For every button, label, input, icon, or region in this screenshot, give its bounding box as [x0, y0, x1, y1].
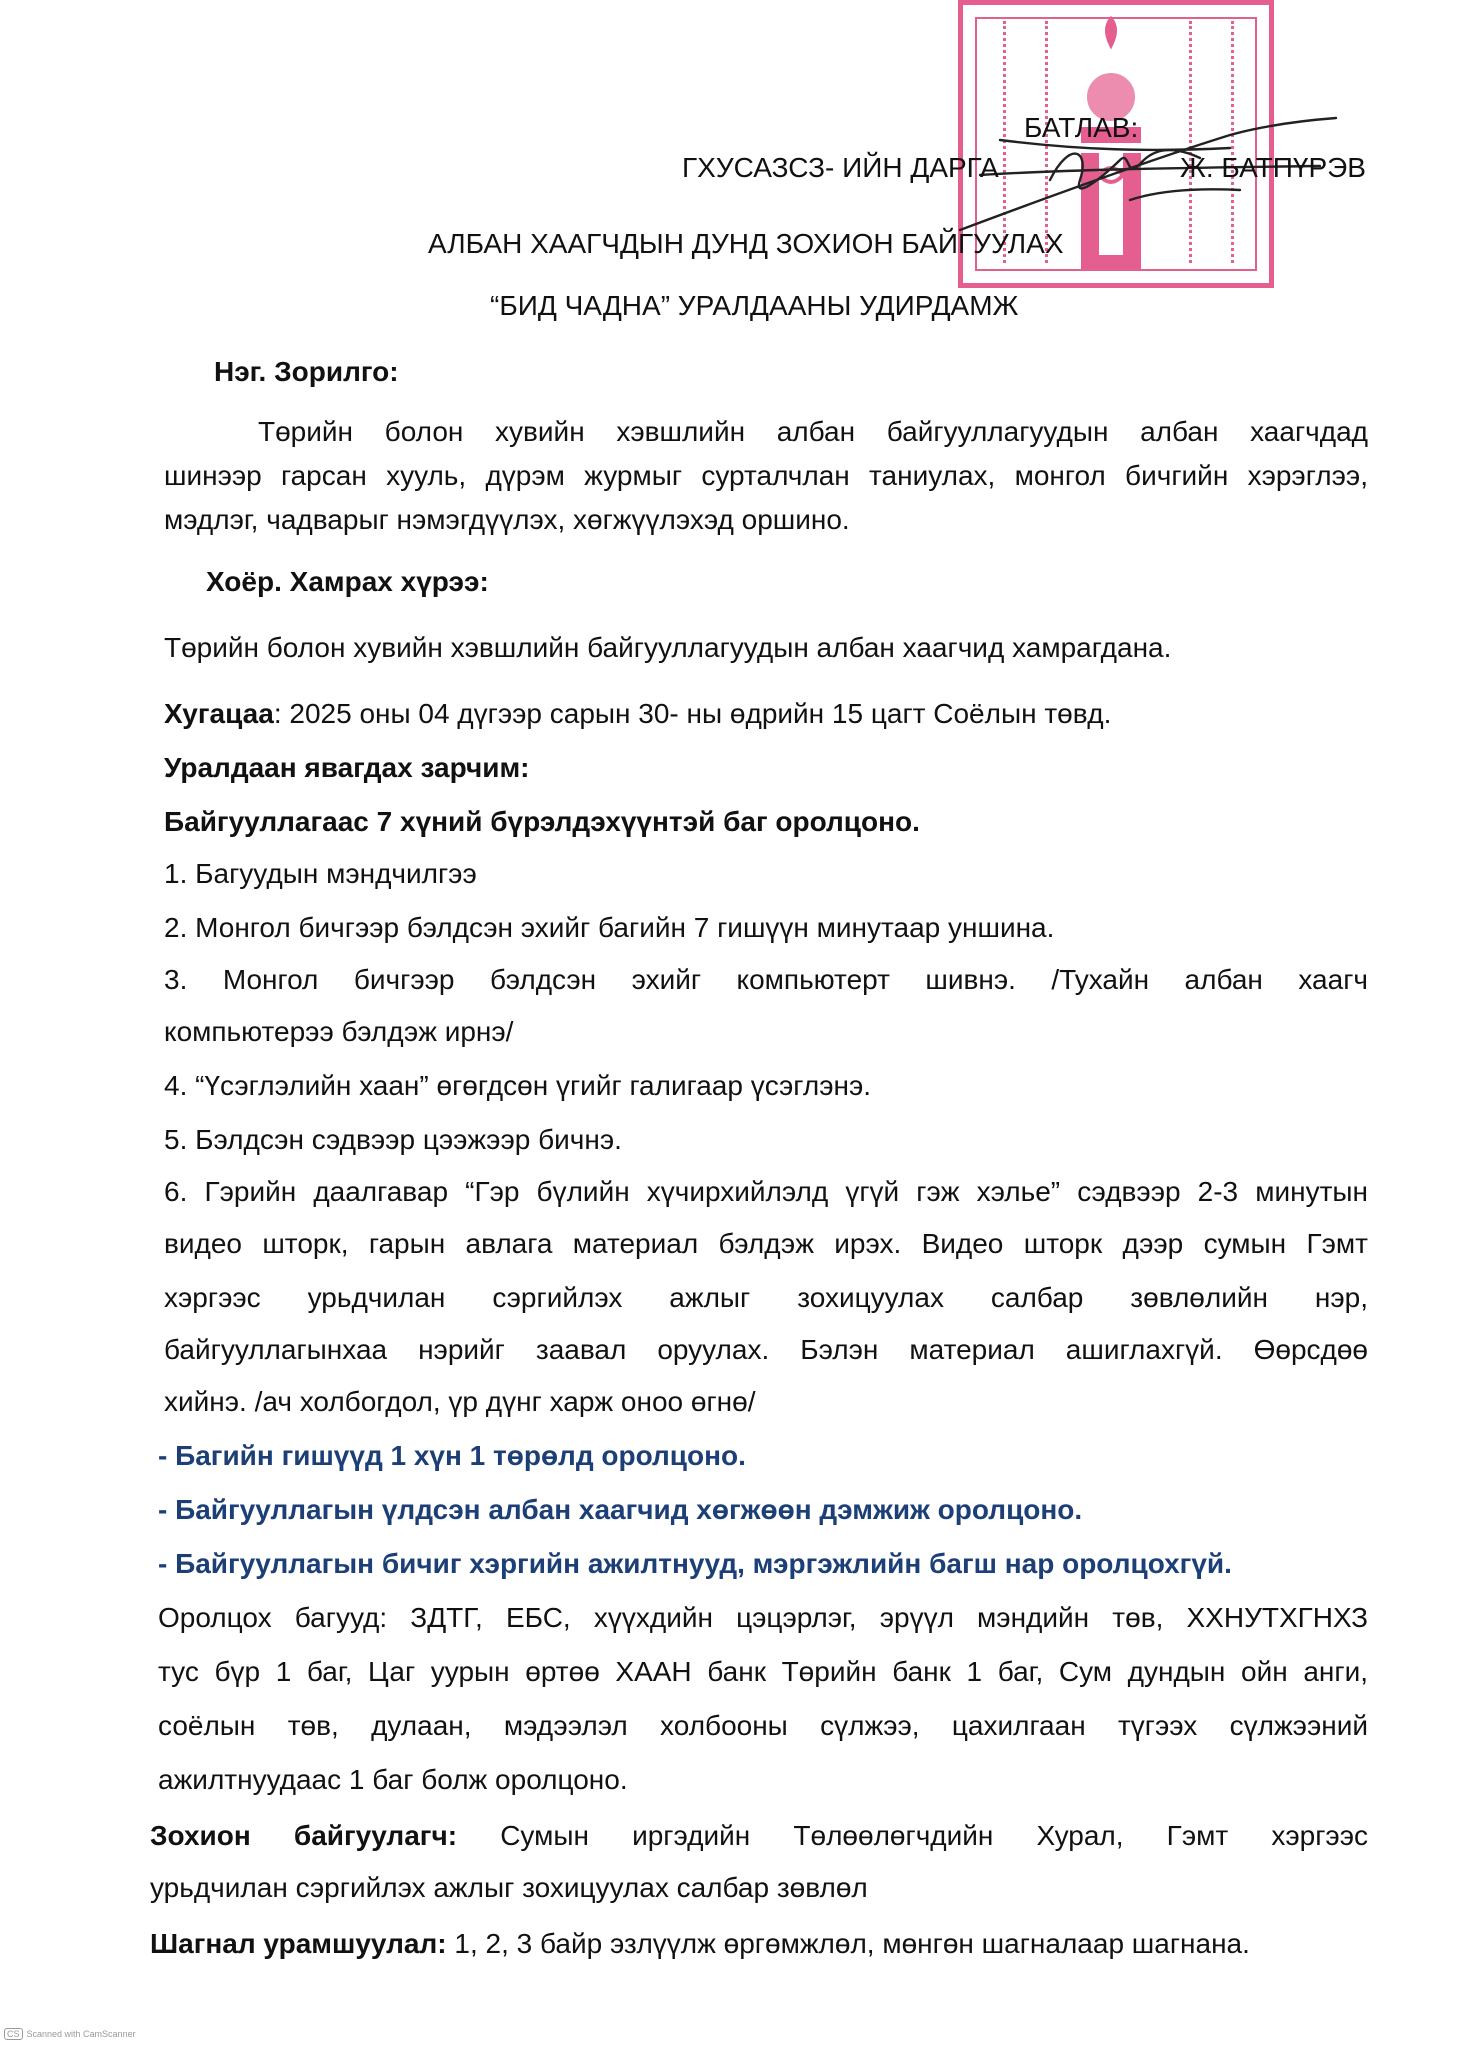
section-scope-heading: Хоёр. Хамрах хүрээ: — [206, 566, 489, 597]
rule-item: - Багийн гишүүд 1 хүн 1 төрөлд оролцоно. — [158, 1440, 746, 1471]
award-text: 1, 2, 3 байр эзлүүлж өргөмжлөл, мөнгөн шагналаар шагнана. — [446, 1928, 1250, 1959]
list-item-continuation: видео шторк, гарын авлага материал бэлдэж ирэх. Видео шторк дээр сумын Гэмт — [164, 1228, 1368, 1259]
list-item-continuation: байгууллагынхаа нэрийг заавал оруулах. Бэлэн материал ашиглахгүй. Өөрсдөө — [164, 1334, 1368, 1365]
organizer-line — [150, 1820, 1368, 1852]
time-line — [164, 698, 1111, 730]
document-title-line1: АЛБАН ХААГЧДЫН ДУНД ЗОХИОН БАЙГУУЛАХ — [428, 228, 1064, 259]
time-text: : 2025 оны 04 дүгээр сарын 30- ны өдрийн 15 цагт Соёлын төвд. — [273, 698, 1112, 729]
rule-item: - Байгууллагын үлдсэн албан хаагчид хөгжөөн дэмжиж оролцоно. — [158, 1494, 1083, 1525]
scope-text: Төрийн болон хувийн хэвшлийн байгууллагуудын албан хаагчид хамрагдана. — [164, 632, 1172, 663]
list-item-continuation: хийнэ. /ач холбогдол, үр дүнг харж оноо өгнө/ — [164, 1386, 756, 1417]
list-item: 5. Бэлдсэн сэдвээр цээжээр бичнэ. — [164, 1124, 622, 1155]
organizer-line-2: урьдчилан сэргийлэх ажлыг зохицуулах салбар зөвлөл — [150, 1872, 868, 1903]
goal-line-2: шинээр гарсан хууль, дүрэм журмыг сурталчлан таниулах, монгол бичгийн хэрэглээ, — [164, 460, 1368, 491]
approve-label: БАТЛАВ: — [1024, 112, 1139, 143]
scanner-watermark — [4, 2028, 136, 2040]
goal-line-3: мэдлэг, чадварыг нэмэгдүүлэх, хөгжүүлэхэд оршино. — [164, 504, 850, 535]
list-item-continuation: компьютерээ бэлдэж ирнэ/ — [164, 1016, 514, 1047]
time-label: Хугацаа — [164, 698, 274, 729]
award-line — [150, 1928, 1250, 1960]
section-goal-heading: Нэг. Зорилго: — [214, 356, 399, 387]
list-item-continuation: хэргээс урьдчилан сэргийлэх ажлыг зохицуулах салбар зөвлөлийн нэр, — [164, 1282, 1368, 1313]
list-item: 3. Монгол бичгээр бэлдсэн эхийг компьютерт шивнэ. /Тухайн албан хаагч — [164, 964, 1368, 995]
teams-line-4: ажилтнуудаас 1 баг болж оролцоно. — [158, 1764, 628, 1795]
award-label: Шагнал урамшуулал: — [150, 1928, 447, 1959]
teams-line-1: Оролцох багууд: ЗДТГ, ЕБС, хүүхдийн цэцэрлэг, эрүүл мэндийн төв, ХХНУТХГНХЗ — [158, 1602, 1368, 1633]
list-item: 6. Гэрийн даалгавар “Гэр бүлийн хүчирхийлэлд үгүй гэж хэлье” сэдвээр 2-3 минутын — [164, 1176, 1368, 1207]
principle-heading: Уралдаан явагдах зарчим: — [164, 752, 530, 783]
team-composition: Байгууллагаас 7 хүний бүрэлдэхүүнтэй баг оролцоно. — [164, 806, 920, 837]
rule-item: - Байгууллагын бичиг хэргийн ажилтнууд, мэргэжлийн багш нар оролцохгүй. — [158, 1548, 1232, 1579]
teams-line-3: соёлын төв, дулаан, мэдээлэл холбооны сүлжээ, цахилгаан түгээх сүлжээний — [158, 1710, 1368, 1741]
camscanner-icon: CS — [4, 2028, 23, 2040]
head-name: Ж. БАТПҮРЭВ — [1180, 152, 1366, 183]
head-title: ГХУСАЗСЗ- ИЙН ДАРГА — [682, 152, 999, 183]
document-title-line2: “БИД ЧАДНА” УРАЛДААНЫ УДИРДАМЖ — [490, 290, 1019, 321]
list-item: 4. “Үсэглэлийн хаан” өгөгдсөн үгийг галигаар үсэглэнэ. — [164, 1070, 872, 1101]
teams-line-2: тус бүр 1 баг, Цаг уурын өртөө ХААН банк Төрийн банк 1 баг, Сум дундын ойн анги, — [158, 1656, 1368, 1687]
organizer-label: Зохион байгуулагч: — [150, 1820, 458, 1851]
list-item: 1. Багуудын мэндчилгээ — [164, 858, 477, 889]
organizer-text: Сумын иргэдийн Төлөөлөгчдийн Хурал, Гэмт хэргээс — [500, 1820, 1369, 1851]
scanner-text: Scanned with CamScanner — [26, 2029, 136, 2039]
list-item: 2. Монгол бичгээр бэлдсэн эхийг багийн 7 гишүүн минутаар уншина. — [164, 912, 1055, 943]
goal-line-1: Төрийн болон хувийн хэвшлийн албан байгууллагуудын албан хаагчдад — [258, 416, 1368, 447]
